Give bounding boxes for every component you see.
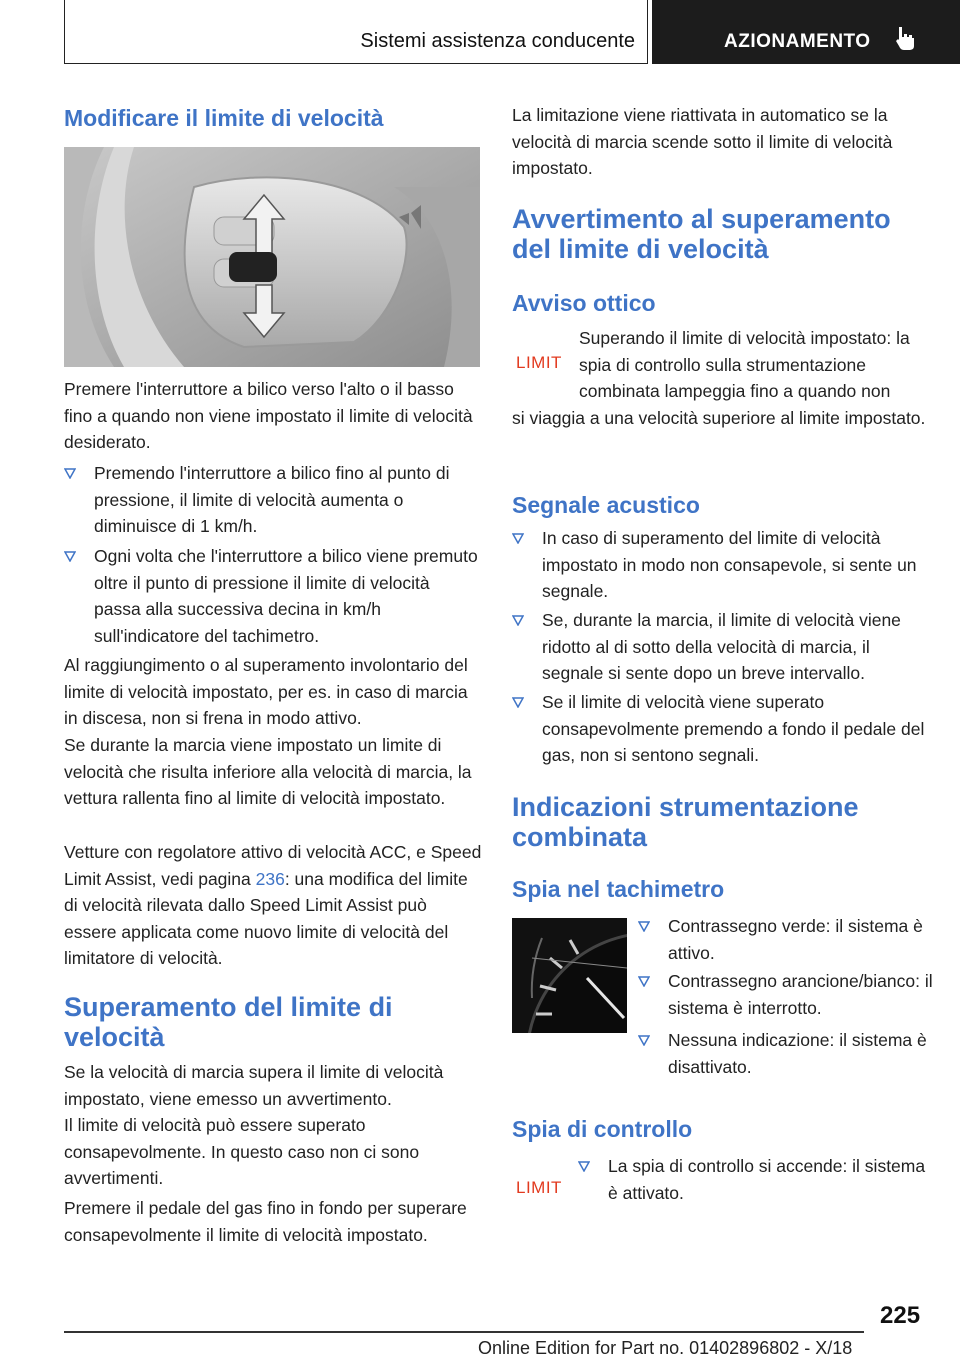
section-title-indicazioni: Indicazioni strumentazione combinata [512,792,859,852]
paragraph: Il limite di velocità può essere superato consapevolmente. In questo caso non ci sono avvertimenti. [64,1115,420,1188]
list-item [638,968,938,1021]
speedometer-marker-image [512,918,627,1033]
paragraph-text: si viaggia a una velocità superiore al limite impostato. [512,407,926,428]
triangle-bullet-icon [512,615,524,626]
triangle-bullet-icon [64,468,76,479]
list-item [638,1027,938,1080]
triangle-bullet-icon [512,697,524,708]
list-item-text: In caso di superamento del limite di velocità impostato in modo non consapevole, si sente un segnale. [542,528,917,601]
list-item [512,689,928,769]
triangle-bullet-icon [512,533,524,544]
triangle-bullet-icon [64,551,76,562]
triangle-bullet-icon [638,921,650,932]
section-title-superamento: Superamento del limite di velocità [64,992,393,1052]
paragraph: La limitazione viene riattivata in automatico se la velocità di marcia scende sotto il limite di velocità impostato. [512,105,893,178]
header-section-box [64,0,648,64]
subsection-title-spia-controllo: Spia di controllo [512,1116,693,1142]
hand-pointer-icon [895,25,917,51]
header-chapter-title: AZIONAMENTO [724,31,871,52]
header-section-title: Sistemi assistenza conducente [360,30,635,52]
list-item [578,1153,938,1206]
paragraph-with-link [64,839,484,972]
paragraph: Al raggiungimento o al superamento involontario del limite di velocità impostato, per es. in caso di marcia in discesa, non si frena in modo attivo. [64,655,468,728]
list-item [512,525,928,605]
section-title-modificare: Modificare il limite di velocità [64,105,384,131]
triangle-bullet-icon [578,1161,590,1172]
paragraph-text: Vetture con regolatore attivo di velocità ACC, e Speed Limit Assist, vedi pagina [64,842,482,889]
list-item-text: Se il limite di velocità viene superato consapevolmente premendo a fondo il pedale del gas, non si sentono segnali. [542,692,925,765]
list-item-text: Contrassegno verde: il sistema è attivo. [668,916,923,963]
triangle-bullet-icon [638,1035,650,1046]
paragraph-text: Superando il limite di velocità impostato: la spia di controllo sulla strumentazione combinata lampeggia fino a quando non [579,328,910,401]
list-item [64,460,480,540]
list-item [638,913,938,966]
list-item [64,543,480,649]
footer-divider [64,1331,864,1333]
steering-wheel-rocker-switch-image [64,147,480,367]
limit-indicator-icon: LIMIT [516,1178,562,1197]
paragraph: Se la velocità di marcia supera il limite di velocità impostato, viene emesso un avvertimento. [64,1062,444,1109]
subsection-title-spia-tachimetro: Spia nel tachimetro [512,876,725,902]
paragraph: Premere il pedale del gas fino in fondo per superare consapevolmente il limite di velocità impostato. [64,1198,467,1245]
list-item-text: Contrassegno arancione/bianco: il sistema è interrotto. [668,971,933,1018]
list-item-text: Ogni volta che l'interruttore a bilico viene premuto oltre il punto di pressione il limite di velocità passa alla successiva decina in km/h sull'indicatore del tachimetro. [94,546,478,646]
list-item-text: Premendo l'interruttore a bilico fino al punto di pressione, il limite di velocità aumenta o diminuisce di 1 km/h. [94,463,450,536]
list-item-text: La spia di controllo si accende: il sistema è attivato. [608,1156,926,1203]
header-chapter-box [652,0,960,64]
paragraph: Se durante la marcia viene impostato un limite di velocità che risulta inferiore alla velocità di marcia, la vettura rallenta fino al limite di velocità impostato. [64,735,472,808]
limit-indicator-icon: LIMIT [516,353,562,372]
section-title-avvertimento: Avvertimento al superamento del limite di velocità [512,204,891,264]
subsection-title-avviso-ottico: Avviso ottico [512,290,656,316]
footer-edition: Online Edition for Part no. 01402896802 - X/18 [478,1338,853,1358]
subsection-title-segnale-acustico: Segnale acustico [512,492,700,518]
paragraph [512,325,928,431]
paragraph: Premere l'interruttore a bilico verso l'alto o il basso fino a quando non viene impostato il limite di velocità desiderato. [64,379,473,452]
page-link-236[interactable]: 236 [255,868,285,889]
list-item [512,607,928,687]
list-item-text: Se, durante la marcia, il limite di velocità viene ridotto al di sotto della velocità di marcia, il segnale si sente dopo un breve intervallo. [542,610,901,683]
paragraph-text: : una modifica del limite di velocità rilevata dallo Speed Limit Assist può essere applicata come nuovo limite di velocità del limitatore di velocità. [64,868,468,968]
list-item-text: Nessuna indicazione: il sistema è disattivato. [668,1030,927,1077]
page-number: 225 [880,1302,921,1329]
triangle-bullet-icon [638,976,650,987]
